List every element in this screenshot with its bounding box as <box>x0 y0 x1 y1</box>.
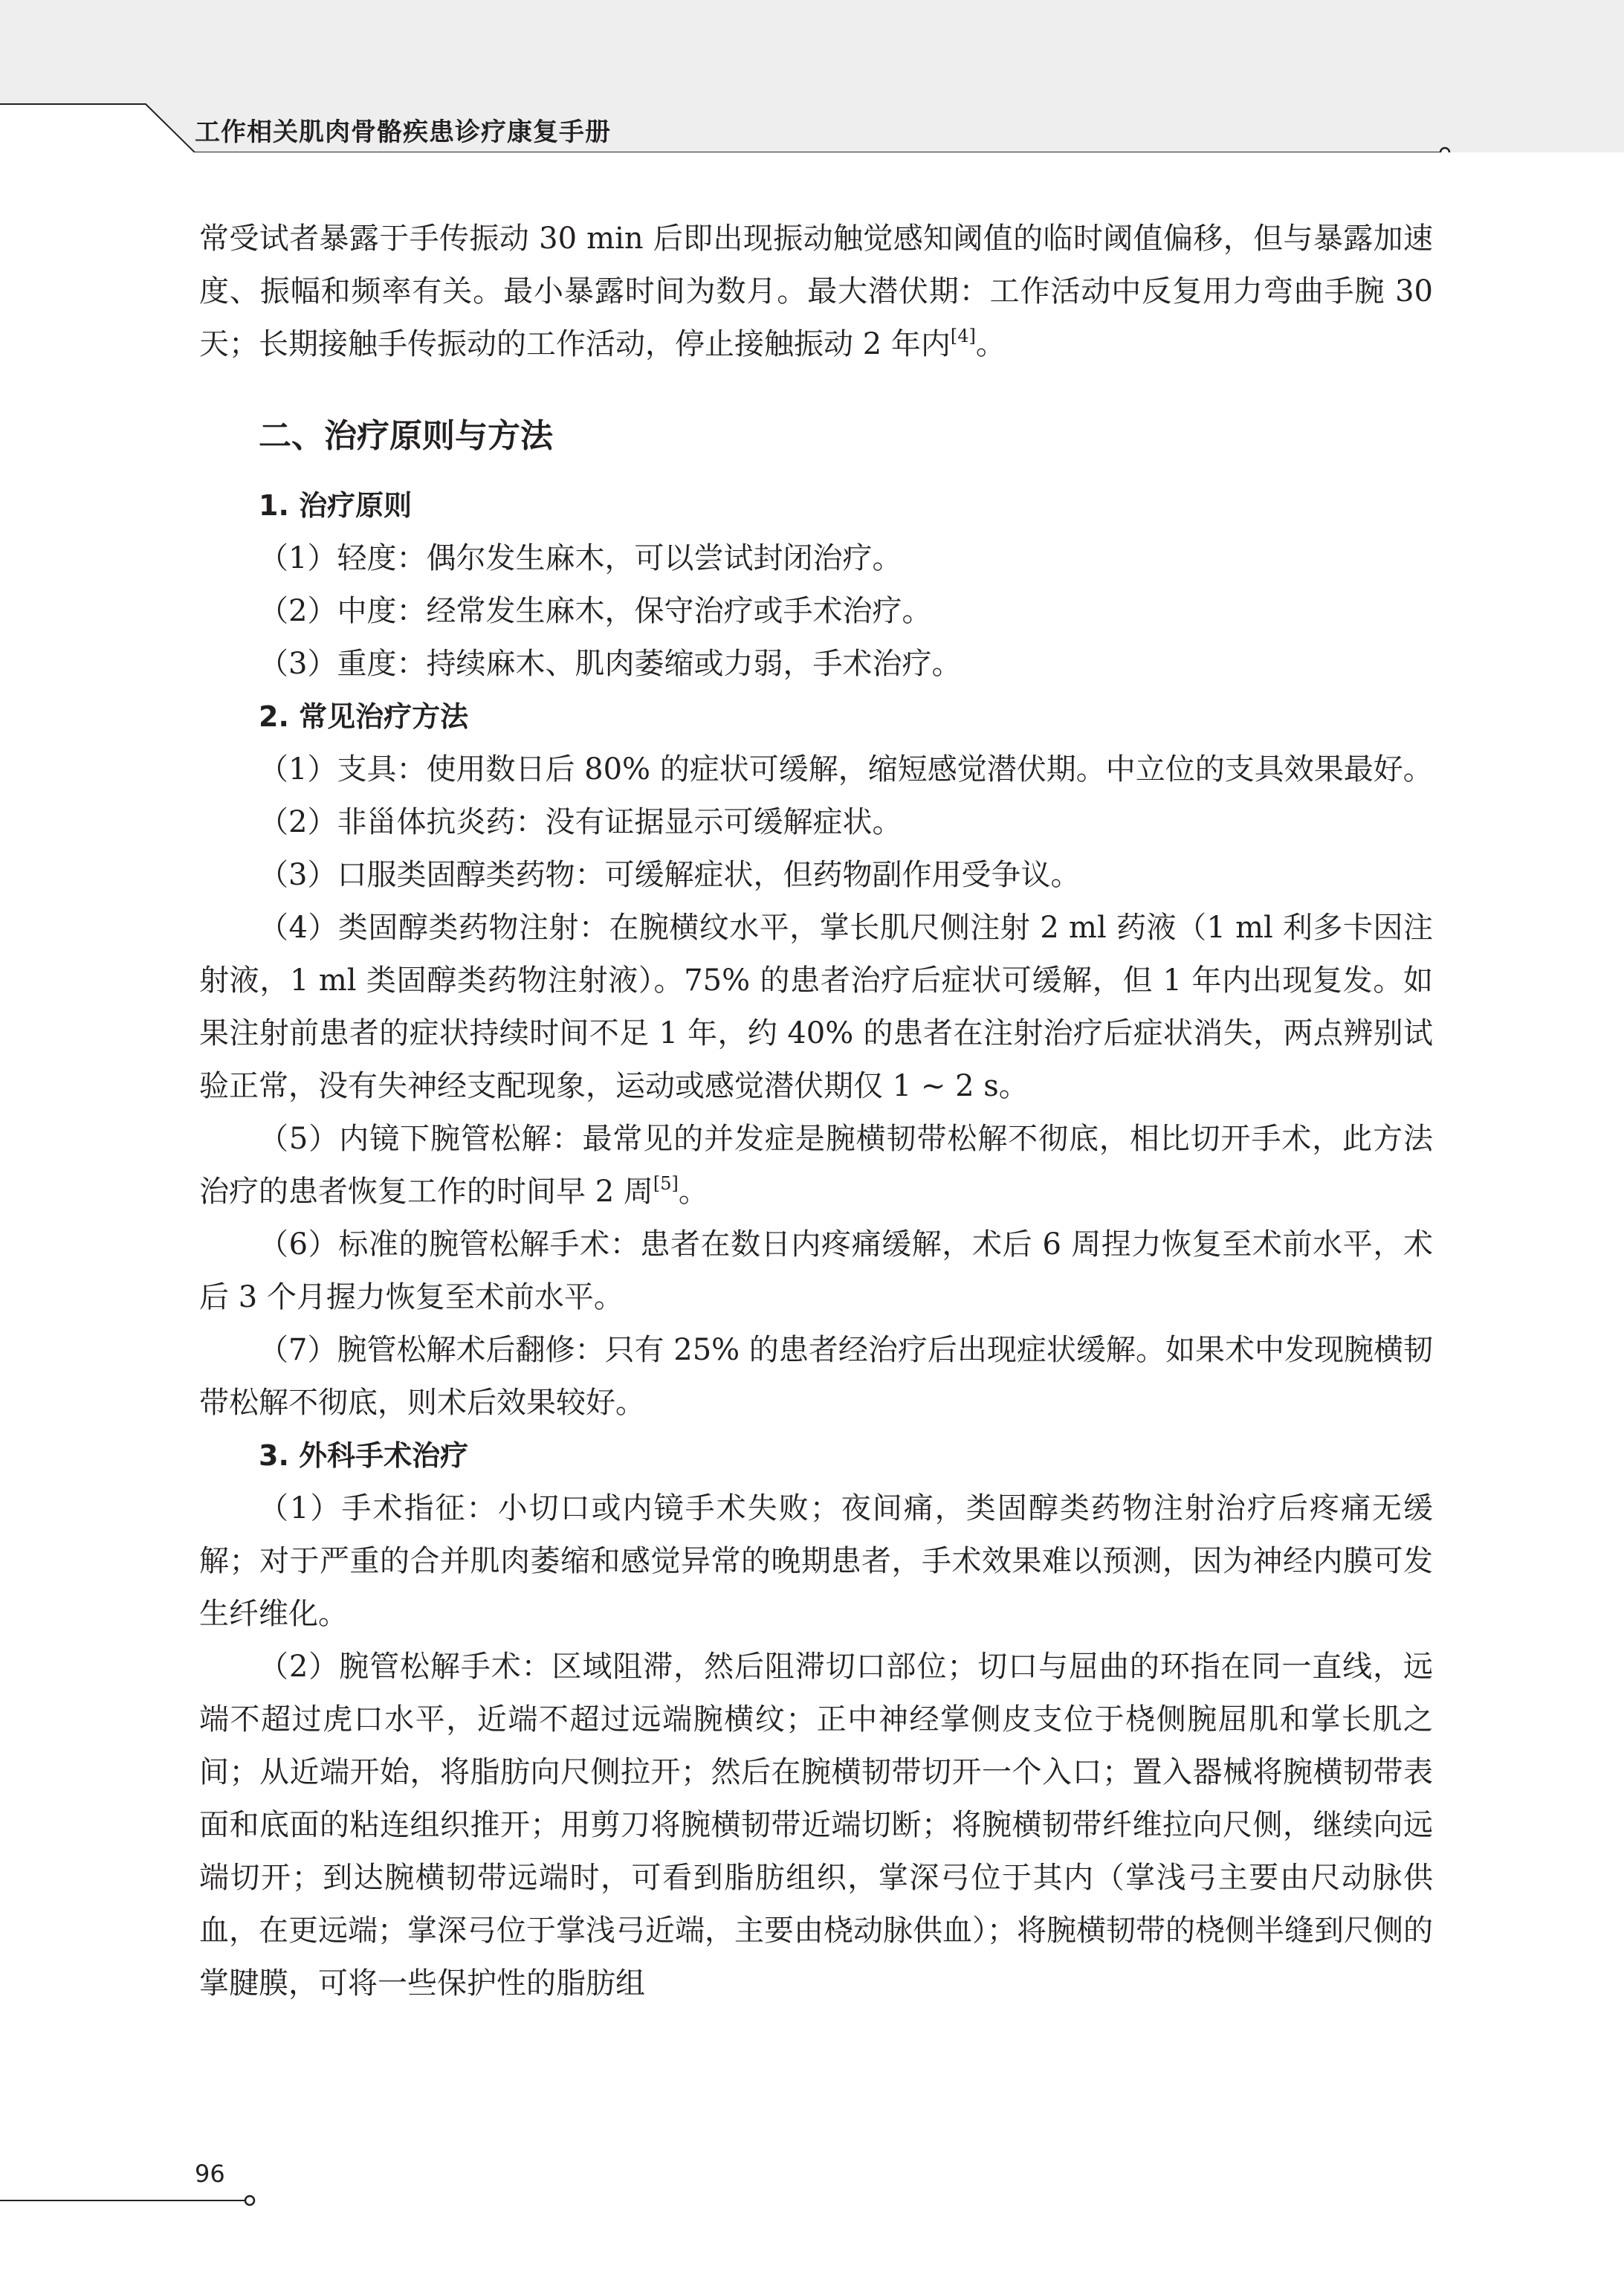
page-header <box>0 0 1624 152</box>
list-item: （3）重度：持续麻木、肌肉萎缩或力弱，手术治疗。 <box>259 647 962 681</box>
list-item: （6）标准的腕管松解手术：患者在数日内疼痛缓解，术后 6 周捏力恢复至术前水平，术后 3 个月握力恢复至术前水平。 <box>199 1227 1433 1314</box>
list-item: （3）口服类固醇类药物：可缓解症状，但药物副作用受争议。 <box>259 858 1081 892</box>
footer-rule-end-dot <box>245 2196 254 2205</box>
page-number: 96 <box>195 2160 225 2188</box>
list-item: （1）手术指征：小切口或内镜手术失败；夜间痛，类固醇类药物注射治疗后疼痛无缓解；对于严重的合并肌肉萎缩和感觉异常的晚期患者，手术效果难以预测，因为神经内膜可发生纤维化。 <box>199 1491 1433 1631</box>
citation-ref: [4] <box>950 326 976 346</box>
list-item <box>199 1113 1433 1218</box>
item-text-end: 。 <box>678 1175 708 1209</box>
subsection-title-common-methods: 2. 常见治疗方法 <box>259 700 469 733</box>
intro-text-end: 。 <box>975 327 1006 361</box>
citation-ref: [5] <box>653 1173 679 1194</box>
subsection-title-treatment-principles: 1. 治疗原则 <box>259 489 413 522</box>
list-item: （2）腕管松解手术：区域阻滞，然后阻滞切口部位；切口与屈曲的环指在同一直线，远端不超过虎口水平，近端不超过远端腕横纹；正中神经掌侧皮支位于桡侧腕屈肌和掌长肌之间；从近端开始，将脂肪向尺侧拉开；然后在腕横韧带切开一个入口；置入器械将腕横韧带表面和底面的粘连组织推开；用剪刀将腕横韧带近端切断；将腕横韧带纤维拉向尺侧，继续向远端切开；到达腕横韧带远端时，可看到脂肪组织，掌深弓位于其内（掌浅弓主要由尺动脉供血，在更远端；掌深弓位于掌浅弓近端，主要由桡动脉供血）；将腕横韧带的桡侧半缝到尺侧的掌腱膜，可将一些保护性的脂肪组 <box>199 1650 1433 2001</box>
list-item: （1）轻度：偶尔发生麻木，可以尝试封闭治疗。 <box>259 541 902 575</box>
list-item: （7）腕管松解术后翻修：只有 25% 的患者经治疗后出现症状缓解。如果术中发现腕横韧带松解不彻底，则术后效果较好。 <box>199 1333 1433 1420</box>
item-text: （5）内镜下腕管松解：最常见的并发症是腕横韧带松解不彻底，相比切开手术，此方法治疗的患者恢复工作的时间早 2 周 <box>199 1122 1433 1209</box>
subsection-title-surgery: 3. 外科手术治疗 <box>259 1439 469 1472</box>
list-item: （2）中度：经常发生麻木，保守治疗或手术治疗。 <box>259 594 932 628</box>
running-title: 工作相关肌肉骨骼疾患诊疗康复手册 <box>195 117 611 147</box>
intro-paragraph <box>199 213 1433 371</box>
list-item: （2）非甾体抗炎药：没有证据显示可缓解症状。 <box>259 805 902 839</box>
section-title: 二、治疗原则与方法 <box>259 417 553 455</box>
list-item: （1）支具：使用数日后 80% 的症状可缓解，缩短感觉潜伏期。中立位的支具效果最好。 <box>259 752 1433 787</box>
body-text <box>199 213 1433 2010</box>
header-rule-end-dot <box>1440 148 1449 152</box>
footer-decoration <box>0 2156 297 2215</box>
intro-text: 常受试者暴露于手传振动 30 min 后即出现振动触觉感知阈值的临时阈值偏移，但与暴露加速度、振幅和频率有关。最小暴露时间为数月。最大潜伏期：工作活动中反复用力弯曲手腕 30 天；长期接触手传振动的工作活动，停止接触振动 2 年内 <box>199 222 1433 361</box>
list-item: （4）类固醇类药物注射：在腕横纹水平，掌长肌尺侧注射 2 ml 药液（1 ml 利多卡因注射液，1 ml 类固醇类药物注射液）。75% 的患者治疗后症状可缓解，但 1 年内出现复发。如果注射前患者的症状持续时间不足 1 年，约 40% 的患者在注射治疗后症状消失，两点辨别试验正常，没有失神经支配现象，运动或感觉潜伏期仅 1 ~ 2 s。 <box>199 911 1433 1103</box>
page-footer <box>0 2156 297 2215</box>
